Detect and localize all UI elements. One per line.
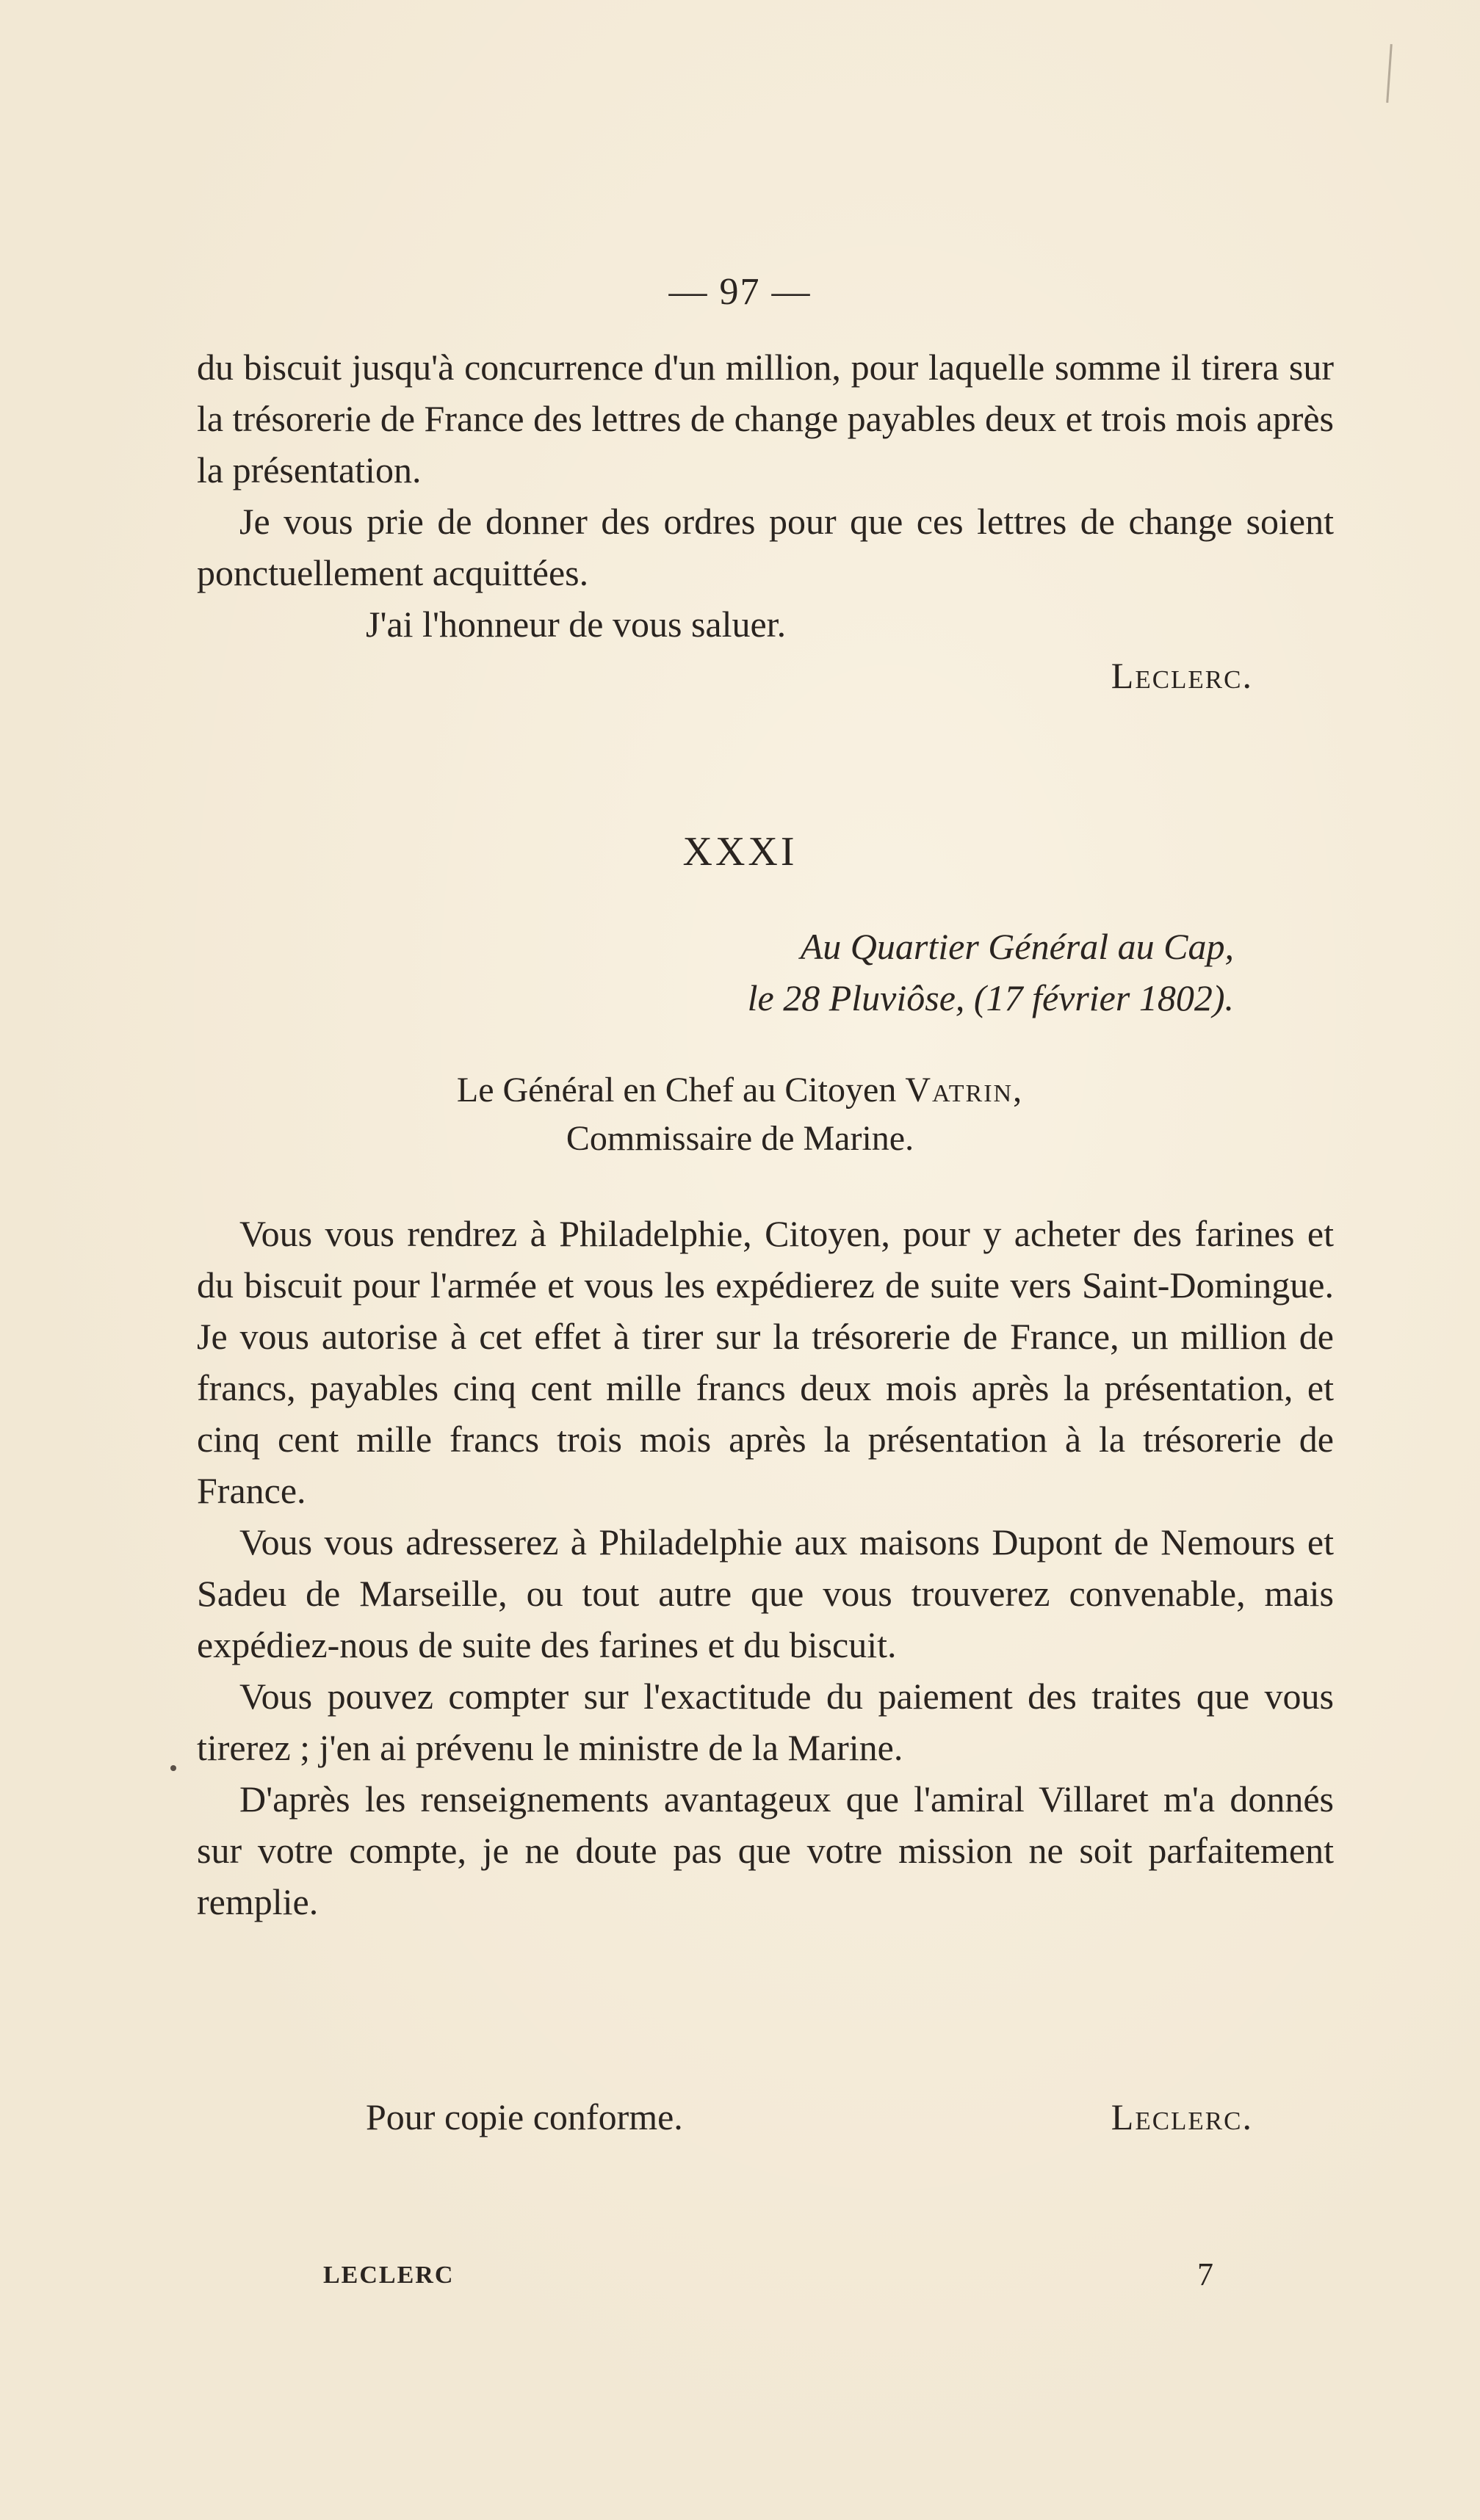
address-line-2: Commissaire de Marine. (566, 1119, 914, 1158)
body-paragraph-4: D'après les renseignements avantageux que l'amiral Villaret m'a donnés sur votre compte, je ne doute pas que votre mission ne soit parfaitement remplie. (197, 1778, 1334, 1922)
paragraph-orders: Je vous prie de donner des ordres pour que ces lettres de change soient ponctuellement acquittées. (197, 501, 1334, 593)
footer-gathering-number: 7 (1197, 2256, 1213, 2292)
letter-body (197, 1208, 1334, 1927)
closing-copy-statement: Pour copie conforme. (366, 2096, 683, 2137)
address-recipient-prefix: Le Général en Chef au Citoyen (456, 1071, 906, 1109)
page-number: — 97 — (668, 271, 812, 313)
carryover-paragraph: du biscuit jusqu'à concurrence d'un million, pour laquelle somme il tirera sur la trésorerie de France des lettres de change payables deux et trois mois après la présentation. (197, 347, 1334, 490)
address-recipient-name: Vatrin, (905, 1071, 1024, 1109)
section-number: XXXI (682, 829, 798, 875)
paragraph-salutation: J'ai l'honneur de vous saluer. (366, 604, 787, 645)
dateline-place: Au Quartier Général au Cap, (800, 926, 1234, 967)
signature-1: Leclerc. (1111, 655, 1253, 696)
body-paragraph-3: Vous pouvez compter sur l'exactitude du paiement des traites que vous tirerez ; j'en ai prévenu le ministre de la Marine. (197, 1676, 1334, 1768)
signature-2: Leclerc. (1111, 2096, 1253, 2137)
body-paragraph-1: Vous vous rendrez à Philadelphie, Citoyen, pour y acheter des farines et du biscuit pour l'armée et vous les expédierez de suite vers Saint-Domingue. Je vous autorise à cet effet à tirer sur la trésorerie de France, un million de francs, payables cinq cent mille francs deux mois après la présentation, et cinq cent mille francs trois mois après la présentation à la trésorerie de France. (197, 1213, 1334, 1511)
letter-continuation (197, 341, 1334, 701)
dateline-date: le 28 Pluviôse, (17 février 1802). (747, 977, 1234, 1018)
page-edge-mark (1386, 44, 1393, 103)
address-line-1 (0, 1066, 1480, 1115)
body-paragraph-2: Vous vous adresserez à Philadelphie aux maisons Dupont de Nemours et Sadeu de Marseille, ou tout autre que vous trouverez convenable, mais expédiez-nous de suite des farines et du biscuit. (197, 1521, 1334, 1665)
stray-ink-dot (170, 1765, 176, 1771)
footer-signature-mark: LECLERC (323, 2262, 455, 2289)
